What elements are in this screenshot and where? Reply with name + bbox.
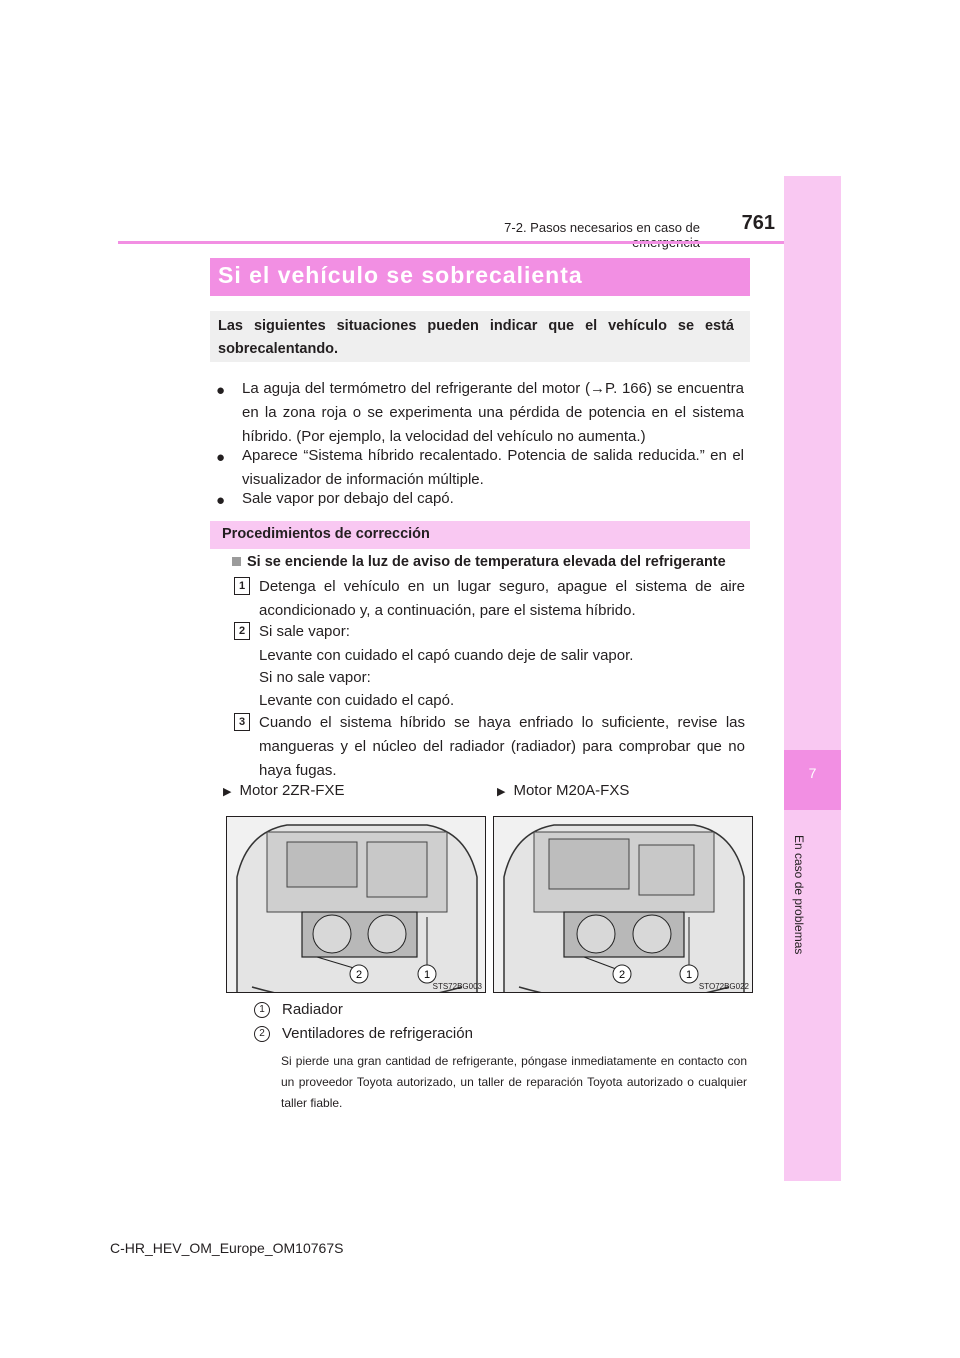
legend-number: 2 — [254, 1026, 270, 1042]
square-bullet-icon — [232, 557, 241, 566]
bullet-item — [216, 377, 750, 449]
callout-2: 2 — [355, 969, 363, 981]
bullet-item — [216, 487, 750, 511]
step-number-box: 1 — [234, 577, 250, 595]
step-text: Si sale vapor: — [259, 623, 350, 640]
legend-label: Ventiladores de refrigeración — [282, 1025, 473, 1042]
chapter-number: 7 — [808, 765, 817, 781]
legend-item — [254, 1025, 473, 1042]
bullet-item — [216, 444, 750, 492]
bullet-dot-icon: ● — [216, 382, 226, 399]
bullet-text: Sale vapor por debajo del capó. — [242, 490, 454, 507]
step-text: Cuando el sistema híbrido se haya enfriado lo suficiente, revise las mangueras y el núcleo del radiador (radiador) para comprobar que no haya fugas. — [259, 714, 745, 779]
chapter-title: En caso de problemas — [792, 835, 806, 955]
engine-bay-drawing — [494, 817, 752, 992]
image-caption-text: Motor M20A-FXS — [513, 782, 630, 799]
image-caption — [223, 782, 344, 799]
engine-illustration — [226, 816, 486, 993]
bullet-text: La aguja del termómetro del refrigerante del motor (→P. 166) se encuentra en la zona roja o se experimenta una pérdida de potencia en el sistema híbrido. (Por ejemplo, la velocidad del vehículo no aumenta.) — [242, 380, 744, 445]
case-heading-text: Si se enciende la luz de aviso de temperatura elevada del refrigerante — [247, 554, 726, 570]
chapter-side-tab — [784, 176, 841, 1181]
note-text: Si pierde una gran cantidad de refrigerante, póngase inmediatamente en contacto con un proveedor Toyota autorizado, un taller de reparación Toyota autorizado o cualquier taller fiable. — [281, 1054, 747, 1110]
header-section-title: 7-2. Pasos necesarios en caso de — [504, 220, 700, 235]
step-text: Detenga el vehículo en un lugar seguro, apague el sistema de aire acondicionado y, a continuación, pare el sistema híbrido. — [259, 578, 745, 619]
image-code: STO72BG022 — [698, 982, 749, 991]
image-caption-text: Motor 2ZR-FXE — [239, 782, 345, 799]
step-number-box: 3 — [234, 713, 250, 731]
step-number-box: 2 — [234, 622, 250, 640]
callout-1: 1 — [423, 969, 431, 981]
step-text-detail: Levante con cuidado el capó cuando deje de salir vapor. — [259, 647, 634, 664]
callout-2: 2 — [618, 969, 626, 981]
image-code: STS72BG003 — [432, 982, 482, 991]
intro-text: Las siguientes situaciones pueden indicar que el vehículo se está sobrecalentando. — [218, 318, 734, 357]
legend-label: Radiador — [282, 1001, 343, 1018]
engine-illustration — [493, 816, 753, 993]
engine-bay-drawing — [227, 817, 485, 992]
triangle-bullet-icon: ▶ — [223, 786, 232, 798]
bullet-text: Aparece “Sistema híbrido recalentado. Potencia de salida reducida.” en el visualizador de información múltiple. — [242, 447, 744, 488]
page-number: 761 — [741, 212, 775, 234]
page-title: Si el vehículo se sobrecalienta — [218, 262, 583, 288]
callout-1: 1 — [685, 969, 693, 981]
procedures-title: Procedimientos de corrección — [222, 526, 430, 542]
bullet-dot-icon: ● — [216, 449, 226, 466]
triangle-bullet-icon: ▶ — [497, 786, 506, 798]
legend-item — [254, 1001, 343, 1018]
image-caption — [497, 782, 629, 799]
header-divider — [118, 241, 784, 244]
case-heading — [232, 551, 752, 573]
step-text-detail: Levante con cuidado el capó. — [259, 692, 455, 709]
step-text: Si no sale vapor: — [259, 669, 371, 686]
bullet-dot-icon: ● — [216, 492, 226, 509]
footer-document-id: C-HR_HEV_OM_Europe_OM10767S — [110, 1240, 344, 1256]
legend-number: 1 — [254, 1002, 270, 1018]
